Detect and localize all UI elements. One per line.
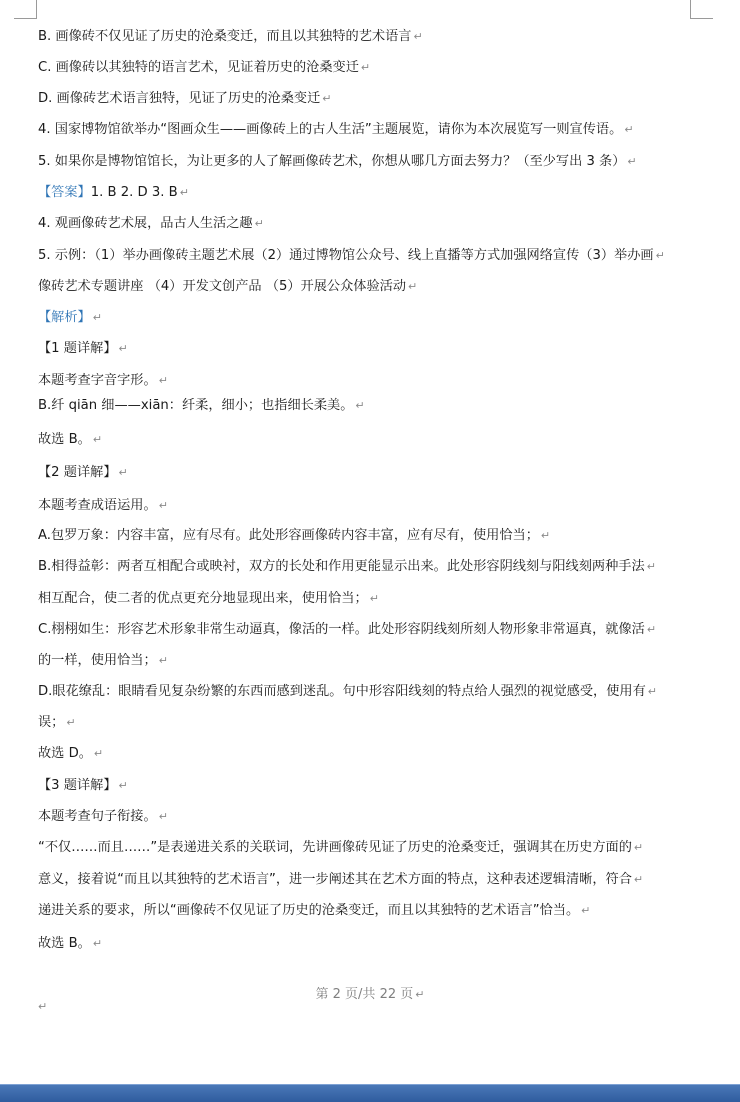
paragraph-mark-icon: ↵ (633, 873, 644, 886)
paragraph-mark-icon: ↵ (93, 747, 104, 760)
paragraph-mark-icon: ↵ (92, 311, 102, 324)
paragraph-mark-icon: ↵ (118, 779, 128, 792)
line-text: B.相得益彰：两者互相配合或映衬，双方的长处和作用更能显示出来。此处形容阴线刻与阳线刻两种手法 (38, 559, 645, 574)
text-line (38, 339, 702, 359)
line-text: 相互配合，使二者的优点更充分地显现出来，使用恰当； (38, 591, 368, 606)
line-text: 意义，接着说“而且以其独特的艺术语言”，进一步阐述其在艺术方面的特点，这种表述逻辑清晰，符合 (38, 872, 632, 887)
line-text: 【1 题详解】 (38, 341, 117, 356)
paragraph-mark-icon: ↵ (118, 342, 128, 355)
paragraph-mark-icon: ↵ (254, 217, 264, 230)
text-line (38, 58, 702, 78)
text-line (38, 27, 702, 47)
paragraph-mark-icon: ↵ (413, 30, 423, 43)
line-text: 故选 B。 (38, 432, 91, 447)
paragraph-mark-icon: ↵ (627, 155, 637, 168)
line-text: 像砖艺术专题讲座 （4）开发文创产品 （5）开展公众体验活动 (38, 279, 407, 294)
paragraph-mark-icon: ↵ (647, 685, 657, 698)
paragraph-mark-icon: ↵ (633, 841, 644, 854)
text-line (38, 838, 702, 858)
paragraph-mark-icon: ↵ (415, 988, 425, 1001)
paragraph-mark-icon: ↵ (158, 499, 168, 512)
line-text: D.眼花缭乱：眼睛看见复杂纷繁的东西而感到迷乱。句中形容阳线刻的特点给人强烈的视觉感受，使用有 (38, 684, 646, 699)
text-line (38, 496, 702, 516)
text-line (38, 152, 702, 172)
text-line (38, 430, 702, 450)
text-line (38, 526, 702, 546)
line-text: 递进关系的要求，所以“画像砖不仅见证了历史的沧桑变迁，而且以其独特的艺术语言”恰当。 (38, 903, 580, 918)
text-line (38, 589, 702, 609)
text-line (38, 744, 702, 764)
section-label: 【解析】 (38, 310, 91, 325)
paragraph-mark-icon: ↵ (92, 937, 103, 950)
paragraph-mark-icon: ↵ (646, 560, 656, 573)
line-text: B.纤 qiān 细——xiān：纤柔，细小；也指细长柔美。 (38, 398, 354, 413)
text-line (38, 620, 702, 640)
text-line (38, 463, 702, 483)
line-text: 5. 示例：（1）举办画像砖主题艺术展（2）通过博物馆公众号、线上直播等方式加强网络宣传（3）举办画 (38, 248, 654, 263)
paragraph-mark-icon: ↵ (38, 1000, 48, 1013)
paragraph-mark-icon: ↵ (179, 186, 189, 199)
line-text: 故选 B。 (38, 936, 91, 951)
text-line (38, 934, 702, 954)
paragraph-mark-icon: ↵ (66, 716, 76, 729)
line-text: 本题考查句子衔接。 (38, 809, 157, 824)
text-line (38, 682, 702, 702)
paragraph-mark-icon: ↵ (581, 904, 591, 917)
paragraph-mark-icon: ↵ (158, 374, 168, 387)
paragraph-mark-icon: ↵ (408, 280, 418, 293)
page-footer (0, 983, 740, 1002)
text-line (38, 713, 702, 733)
line-text: B. 画像砖不仅见证了历史的沧桑变迁，而且以其独特的艺术语言 (38, 29, 412, 44)
line-text: 1. B 2. D 3. B (90, 185, 178, 200)
paragraph-mark-icon: ↵ (158, 810, 168, 823)
paragraph-mark-icon: ↵ (322, 92, 332, 105)
paragraph-mark-icon: ↵ (158, 654, 168, 667)
text-line (38, 120, 702, 140)
text-line (38, 183, 702, 203)
paragraph-mark-icon: ↵ (540, 529, 551, 542)
paragraph-mark-icon: ↵ (118, 466, 128, 479)
line-text: 的一样，使用恰当； (38, 653, 157, 668)
crop-mark-right (690, 0, 713, 19)
taskbar (0, 1084, 740, 1102)
crop-mark-left (14, 0, 37, 19)
text-line (38, 89, 702, 109)
text-line (38, 557, 702, 577)
text-line (38, 246, 702, 266)
line-text: 4. 国家博物馆欲举办“图画众生——画像砖上的古人生活”主题展览，请你为本次展览写一则宣传语。 (38, 122, 623, 137)
paragraph-mark-icon: ↵ (624, 123, 634, 136)
text-line (38, 277, 702, 297)
line-text: 4. 观画像砖艺术展，品古人生活之趣 (38, 216, 253, 231)
line-text: 【3 题详解】 (38, 778, 117, 793)
line-text: 5. 如果你是博物馆馆长，为让更多的人了解画像砖艺术，你想从哪几方面去努力？（至少写出 3 条） (38, 154, 626, 169)
line-text: 误； (38, 715, 65, 730)
paragraph-mark-icon: ↵ (355, 399, 365, 412)
line-text: 故选 D。 (38, 746, 92, 761)
line-text: D. 画像砖艺术语言独特，见证了历史的沧桑变迁 (38, 91, 321, 106)
line-text: C. 画像砖以其独特的语言艺术，见证着历史的沧桑变迁 (38, 60, 359, 75)
text-line (38, 371, 702, 391)
paragraph-mark-icon: ↵ (360, 61, 371, 74)
line-text: 本题考查字音字形。 (38, 373, 157, 388)
line-text: C.栩栩如生：形容艺术形象非常生动逼真，像活的一样。此处形容阴线刻所刻人物形象非常逼真，就像活 (38, 622, 645, 637)
section-label: 【答案】 (38, 185, 91, 200)
paragraph-mark-icon: ↵ (655, 249, 665, 262)
text-line (38, 396, 702, 416)
paragraph-mark-icon: ↵ (646, 623, 657, 636)
line-text: 【2 题详解】 (38, 465, 117, 480)
line-text: “不仅……而且……”是表递进关系的关联词，先讲画像砖见证了历史的沧桑变迁，强调其在历史方面的 (38, 840, 632, 855)
text-line (38, 214, 702, 234)
text-line (38, 308, 702, 328)
page-number-text: 第 2 页/共 22 页 (315, 987, 414, 1002)
line-text: A.包罗万象：内容丰富，应有尽有。此处形容画像砖内容丰富，应有尽有，使用恰当； (38, 528, 539, 543)
text-line (38, 807, 702, 827)
paragraph-mark-icon: ↵ (92, 433, 103, 446)
text-line (38, 776, 702, 796)
text-line (38, 901, 702, 921)
line-text: 本题考查成语运用。 (38, 498, 157, 513)
paragraph-mark-icon: ↵ (369, 592, 379, 605)
text-line (38, 651, 702, 671)
text-line (38, 870, 702, 890)
